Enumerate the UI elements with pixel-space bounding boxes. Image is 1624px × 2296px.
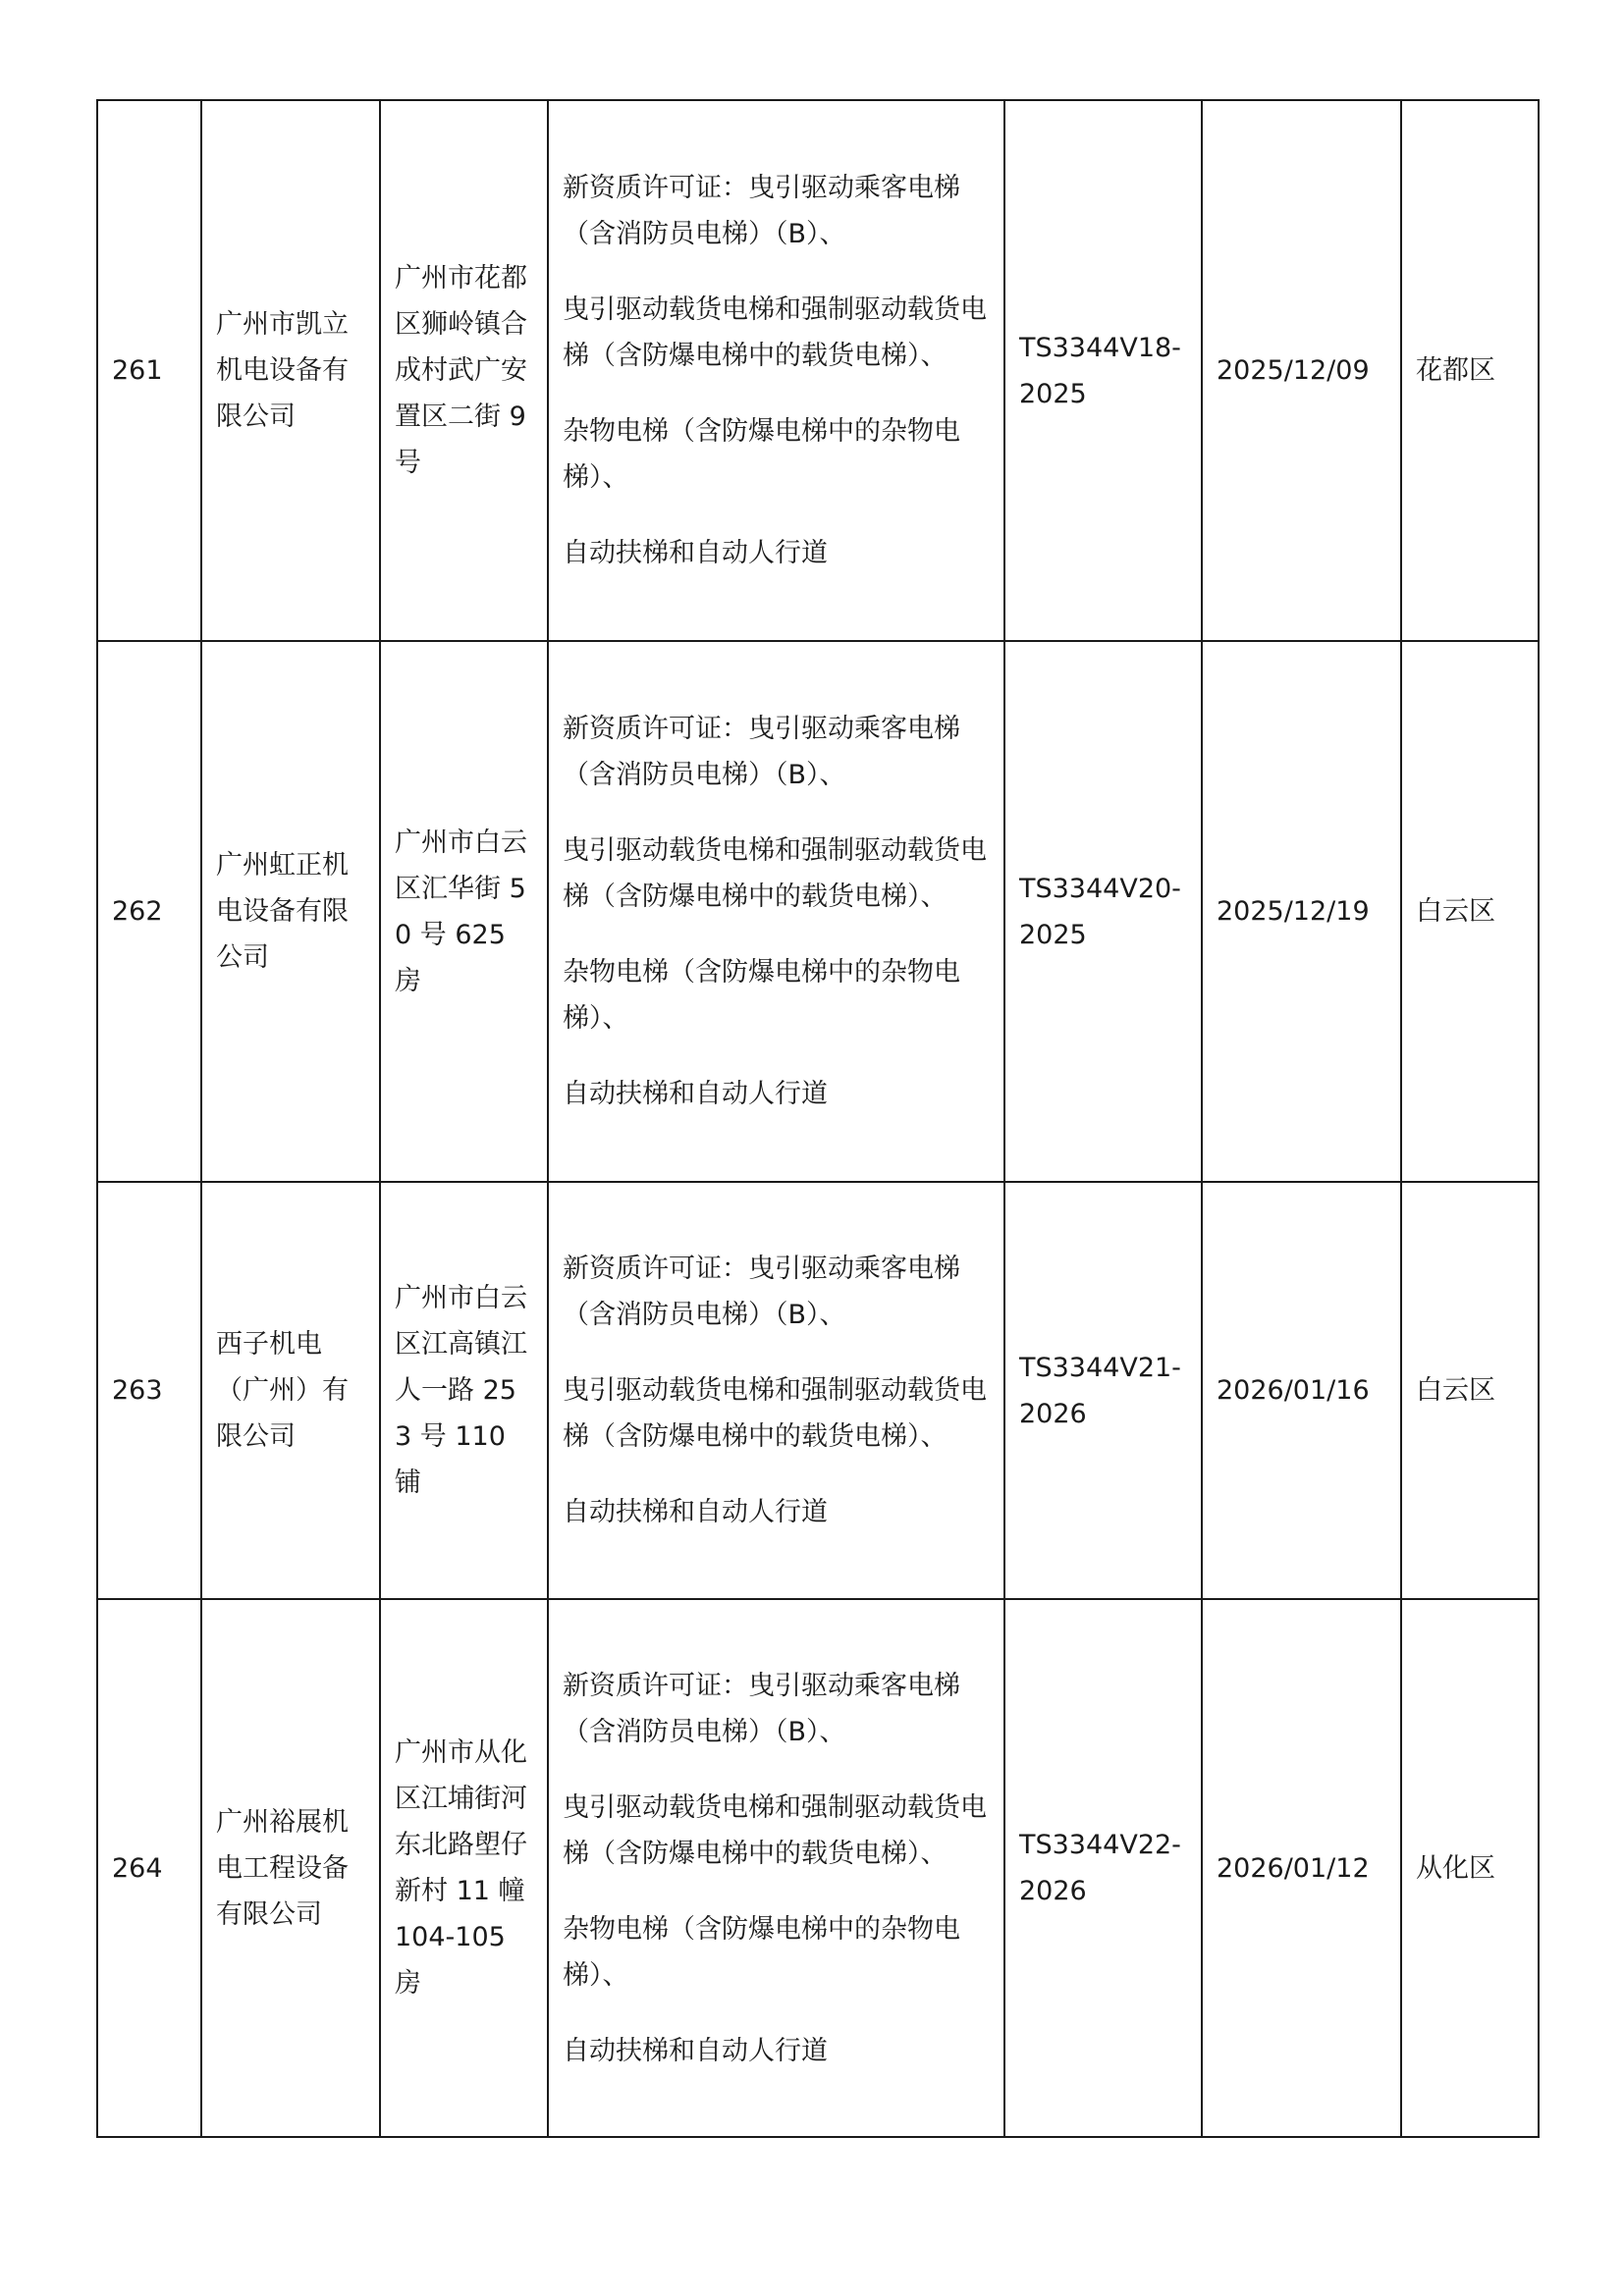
scope-line: 杂物电梯（含防爆电梯中的杂物电梯）、 bbox=[563, 1913, 960, 1991]
scope-line: 自动扶梯和自动人行道 bbox=[563, 538, 828, 568]
scope-line: 自动扶梯和自动人行道 bbox=[563, 1079, 828, 1109]
table-row bbox=[97, 641, 1539, 1182]
company-name: 西子机电（广州）有限公司 bbox=[201, 1182, 380, 1599]
issue-date: 2026/01/12 bbox=[1202, 1599, 1401, 2137]
table-row bbox=[97, 100, 1539, 641]
district: 从化区 bbox=[1401, 1599, 1539, 2137]
company-address: 广州市白云区汇华街 50 号 625 房 bbox=[380, 641, 548, 1182]
row-index: 264 bbox=[97, 1599, 201, 2137]
company-name: 广州市凯立机电设备有限公司 bbox=[201, 100, 380, 641]
issue-date: 2026/01/16 bbox=[1202, 1182, 1401, 1599]
scope-line: 曳引驱动载货电梯和强制驱动载货电梯（含防爆电梯中的载货电梯）、 bbox=[563, 835, 987, 912]
row-index: 261 bbox=[97, 100, 201, 641]
license-number: TS3344V20-2025 bbox=[1004, 641, 1202, 1182]
license-scope bbox=[548, 1182, 1004, 1599]
scope-line: 曳引驱动载货电梯和强制驱动载货电梯（含防爆电梯中的载货电梯）、 bbox=[563, 294, 987, 371]
license-scope bbox=[548, 641, 1004, 1182]
company-address: 广州市从化区江埔街河东北路塱仔新村 11 幢 104-105 房 bbox=[380, 1599, 548, 2137]
scope-line: 新资质许可证：曳引驱动乘客电梯（含消防员电梯）（B）、 bbox=[563, 1670, 960, 1747]
row-index: 263 bbox=[97, 1182, 201, 1599]
scope-line: 新资质许可证：曳引驱动乘客电梯（含消防员电梯）（B）、 bbox=[563, 173, 960, 249]
license-number: TS3344V18-2025 bbox=[1004, 100, 1202, 641]
scope-line: 新资质许可证：曳引驱动乘客电梯（含消防员电梯）（B）、 bbox=[563, 1254, 960, 1330]
license-scope bbox=[548, 1599, 1004, 2137]
scope-line: 自动扶梯和自动人行道 bbox=[563, 1497, 828, 1527]
row-index: 262 bbox=[97, 641, 201, 1182]
company-name: 广州虹正机电设备有限公司 bbox=[201, 641, 380, 1182]
license-table bbox=[96, 99, 1540, 2138]
scope-line: 曳引驱动载货电梯和强制驱动载货电梯（含防爆电梯中的载货电梯）、 bbox=[563, 1375, 987, 1452]
scope-line: 曳引驱动载货电梯和强制驱动载货电梯（含防爆电梯中的载货电梯）、 bbox=[563, 1791, 987, 1869]
company-address: 广州市花都区狮岭镇合成村武广安置区二街 9 号 bbox=[380, 100, 548, 641]
table-row bbox=[97, 1599, 1539, 2137]
scope-line: 自动扶梯和自动人行道 bbox=[563, 2035, 828, 2066]
scope-line: 新资质许可证：曳引驱动乘客电梯（含消防员电梯）（B）、 bbox=[563, 714, 960, 790]
district: 白云区 bbox=[1401, 1182, 1539, 1599]
district: 花都区 bbox=[1401, 100, 1539, 641]
issue-date: 2025/12/09 bbox=[1202, 100, 1401, 641]
table-row bbox=[97, 1182, 1539, 1599]
company-name: 广州裕展机电工程设备有限公司 bbox=[201, 1599, 380, 2137]
issue-date: 2025/12/19 bbox=[1202, 641, 1401, 1182]
scope-line: 杂物电梯（含防爆电梯中的杂物电梯）、 bbox=[563, 416, 960, 493]
license-scope bbox=[548, 100, 1004, 641]
scope-line: 杂物电梯（含防爆电梯中的杂物电梯）、 bbox=[563, 957, 960, 1034]
license-number: TS3344V21-2026 bbox=[1004, 1182, 1202, 1599]
district: 白云区 bbox=[1401, 641, 1539, 1182]
license-number: TS3344V22-2026 bbox=[1004, 1599, 1202, 2137]
company-address: 广州市白云区江高镇江人一路 253 号 110 铺 bbox=[380, 1182, 548, 1599]
